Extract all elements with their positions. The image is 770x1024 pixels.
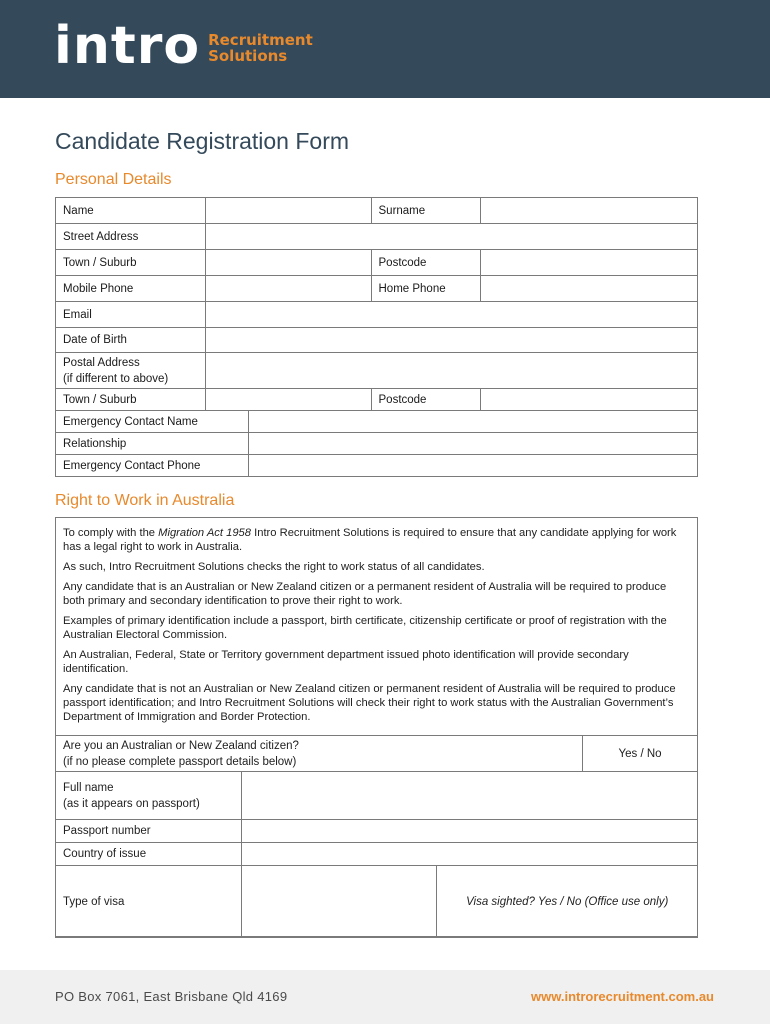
passport-number-field[interactable] [241,820,697,843]
full-name-text: Full name [63,781,114,794]
rtw-paragraph-5: An Australian, Federal, State or Territory government department issued photo identification will provide secondary identification. [63,649,629,675]
logo-subtitle [208,32,313,64]
rtw-p1-post: Intro Recruitment Solutions is required to ensure that any candidate applying for work has a legal right to work in Australia. [63,527,677,553]
logo-line-1: Recruitment [208,31,313,49]
label-surname: Surname [371,198,481,224]
page-footer [0,970,770,1024]
citizen-question-note: (if no please complete passport details below) [63,755,297,768]
citizen-question-text: Are you an Australian or New Zealand citizen? [63,739,299,752]
label-country-of-issue: Country of issue [56,843,242,866]
country-of-issue-field[interactable] [241,843,697,866]
full-name-field[interactable] [241,772,697,820]
date-of-birth-field[interactable] [205,328,697,353]
full-name-note: (as it appears on passport) [63,797,200,810]
section-heading-personal: Personal Details [55,171,172,188]
type-of-visa-field[interactable] [241,866,437,938]
label-postcode-2: Postcode [371,389,481,411]
label-date-of-birth: Date of Birth [56,328,206,353]
label-emergency-contact-name: Emergency Contact Name [56,411,249,433]
rtw-paragraph-4: Examples of primary identification include a passport, birth certificate, citizenship certificate or proof of registration with the Australian Electoral Commission. [63,615,667,641]
label-type-of-visa: Type of visa [56,866,242,938]
rtw-act-name: Migration Act 1958 [158,527,252,539]
right-to-work-text [63,526,691,730]
label-mobile-phone: Mobile Phone [56,276,206,302]
name-field[interactable] [205,198,371,224]
right-to-work-table [55,735,698,938]
mobile-phone-field[interactable] [205,276,371,302]
label-town-2: Town / Suburb [56,389,206,411]
emergency-contact-name-field[interactable] [248,411,697,433]
emergency-contact-phone-field[interactable] [248,455,697,477]
label-relationship: Relationship [56,433,249,455]
visa-sighted: Visa sighted? Yes / No (Office use only) [437,866,698,938]
street-address-field[interactable] [205,224,697,250]
town-field[interactable] [205,250,371,276]
label-town: Town / Suburb [56,250,206,276]
logo-line-2: Solutions [208,47,288,65]
footer-address: PO Box 7061, East Brisbane Qld 4169 [55,989,288,1004]
relationship-field[interactable] [248,433,697,455]
label-street-address: Street Address [56,224,206,250]
label-postal-address [56,353,206,389]
label-email: Email [56,302,206,328]
rtw-paragraph-6: Any candidate that is not an Australian or New Zealand citizen or permanent resident of Australia will be required to produce passport identification; and Intro Recruitment Solutions will check their right to work status with the Australian Government’s Department of Immigration and Border Protection. [63,683,676,723]
rtw-p1-pre: To comply with the [63,527,159,539]
label-full-name [56,772,242,820]
rtw-paragraph-2: As such, Intro Recruitment Solutions checks the right to work status of all candidates. [63,561,485,573]
label-emergency-contact-phone: Emergency Contact Phone [56,455,249,477]
citizen-yes-no[interactable]: Yes / No [583,736,698,772]
home-phone-field[interactable] [481,276,698,302]
page-title: Candidate Registration Form [55,128,350,154]
footer-website-link[interactable]: www.introrecruitment.com.au [531,989,714,1004]
label-postcode: Postcode [371,250,481,276]
rtw-paragraph-3: Any candidate that is an Australian or New Zealand citizen or a permanent resident of Australia will be required to produce both primary and secondary identification to prove their right to work. [63,581,667,607]
email-field[interactable] [205,302,697,328]
company-logo [54,16,313,76]
town-2-field[interactable] [205,389,371,411]
postcode-field[interactable] [481,250,698,276]
label-home-phone: Home Phone [371,276,481,302]
personal-details-table [55,197,698,477]
label-passport-number: Passport number [56,820,242,843]
citizen-question [56,736,583,772]
rtw-paragraph-1 [63,526,691,554]
page-header [0,0,770,98]
logo-wordmark: intro [54,16,201,76]
surname-field[interactable] [481,198,698,224]
postal-address-field[interactable] [205,353,697,389]
section-heading-right-to-work: Right to Work in Australia [55,492,235,509]
postal-address-note: (if different to above) [63,372,169,385]
label-name: Name [56,198,206,224]
postal-address-text: Postal Address [63,356,140,369]
postcode-2-field[interactable] [481,389,698,411]
